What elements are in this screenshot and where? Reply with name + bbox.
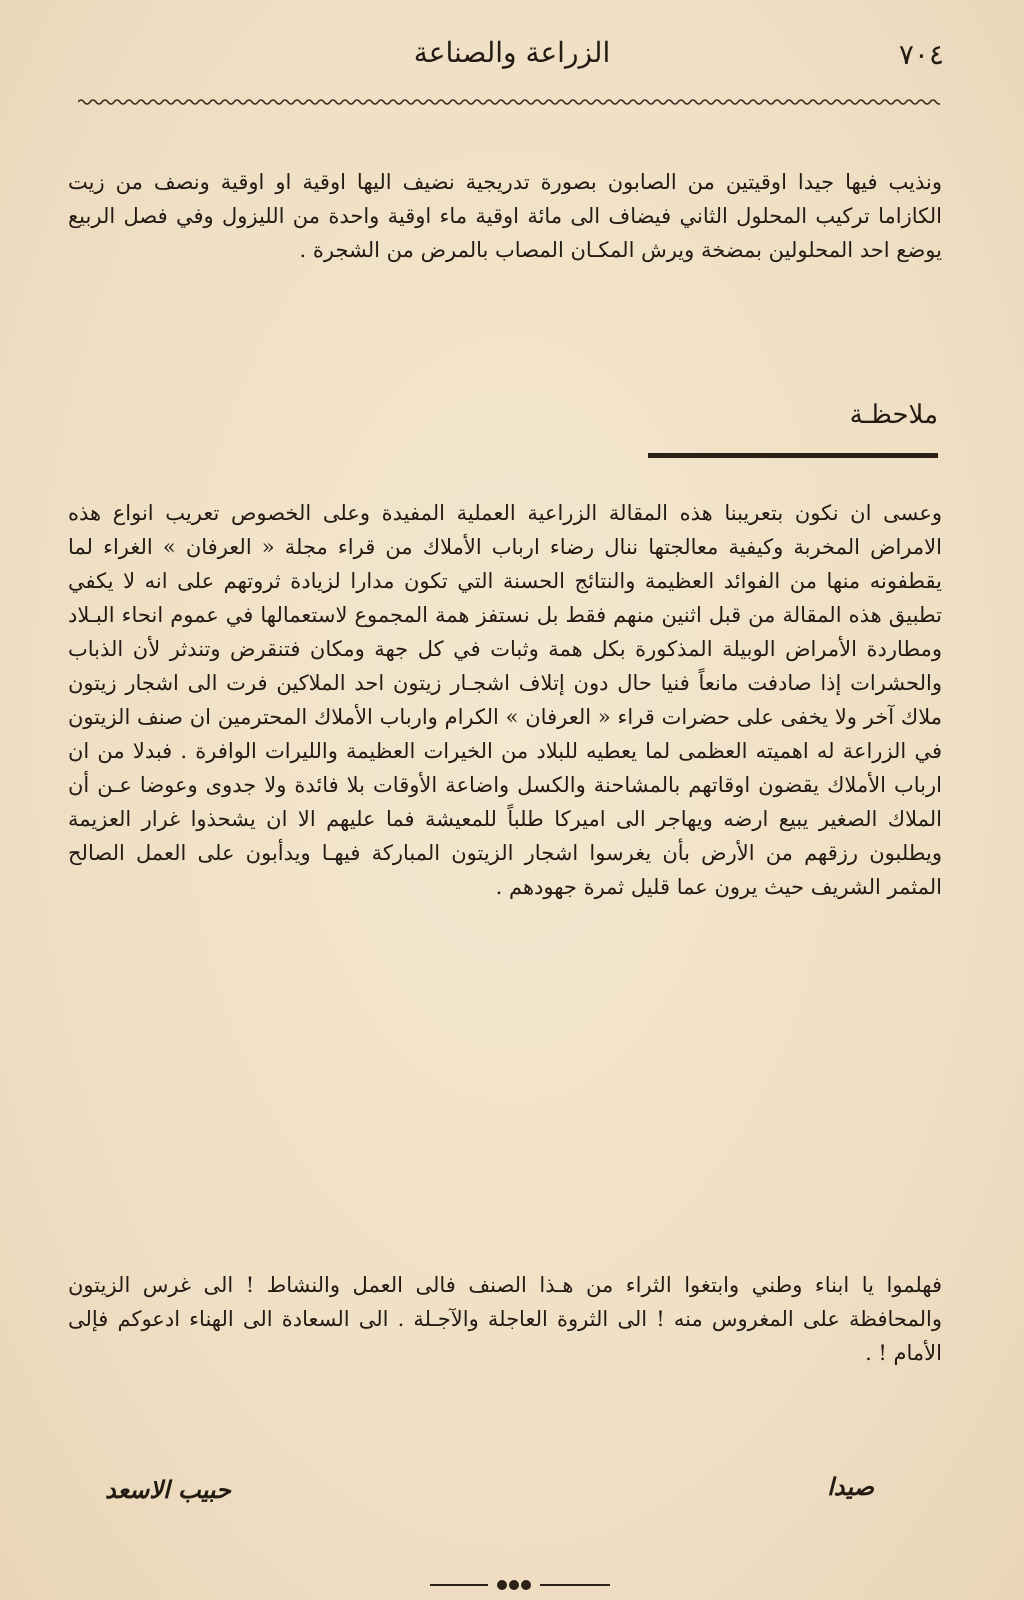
page-number: ٧٠٤ [898,38,944,71]
paragraph-2-text: وعسى ان نكون بتعريبنا هذه المقالة الزراعية العملية المفيدة وعلى الخصوص تعريب انواع هذه الامراض المخربة وكيفية معالجتها ننال رضاء ارباب الأملاك من قراء مجلة « العرفان » الغراء لما يقطفونه منها من الفوائد العظيمة والنتائج الحسنة التي تكون مدارا لزيادة ثروتهم على انه لا يكفي تطبيق هذه المقالة من قبل اثنين منهم فقط بل نستفز همة المجموع لاستعمالها في عموم انحاء البـلاد ومطاردة الأمراض الوبيلة المذكورة بكل همة وثبات في كل جهة ومكان فتنقرض وتندثر لأن الذباب والحشرات إذا صادفت مانعاً فنيا حال دون إتلاف اشجـار زيتون احد الملاكين فرت الى اشجار زيتون ملاك آخر ولا يخفى على حضرات قراء « العرفان » الكرام وارباب الأملاك المحترمين ان صنف الزيتون في الزراعة له اهميته العظمى لما يعطيه للبلاد من الخيرات العظيمة والليرات الوافرة . فبدلا من ان ارباب الأملاك يقضون اوقاتهم بالمشاحنة والكسل واضاعة الأوقات بلا فائدة ولا جدوى وعوضا عـن أن الملاك الصغير يبيع ارضه ويهاجر الى اميركا طلباً للمعيشة فما عليهم الا ان يشحذوا غرار العزيمة ويطلبون رزقهم من الأرض بأن يغرسوا اشجار الزيتون المباركة فيهـا ويدأبون على العمل الصالح المثمر الشريف حيث يرون عما قليل ثمرة جهودهم . [68,501,942,899]
paragraph-3-text: فهلموا يا ابناء وطني وابتغوا الثراء من هـذا الصنف فالى العمل والنشاط ! الى غرس الزيتون والمحافظة على المغروس منه ! الى الثروة العاجلة والآجـلة . الى السعادة الى الهناء ادعوكم فإلى الأمام ! . [68,1273,942,1365]
note-heading-underline [648,453,938,458]
note-heading: ملاحظـة [849,400,938,430]
paragraph-1-text: ونذيب فيها جيدا اوقيتين من الصابون بصورة تدريجية نضيف اليها اوقية او اوقية ونصف من زيت الكازاما تركيب المحلول الثاني فيضاف الى مائة اوقية ماء اوقية واحدة من الليزول وفي فصل الربيع يوضع احد المحلولين بمضخة ويرش المكـان المصاب بالمرض من الشجرة . [68,170,942,262]
paragraph-2 [68,496,942,904]
running-title: الزراعة والصناعة [413,36,611,69]
end-ornament [430,1578,610,1592]
signature-author: حبيب الاسعد [105,1475,231,1504]
page-header [80,30,944,86]
signature-place: صيدا [827,1472,874,1501]
paragraph-3 [68,1268,942,1370]
header-wavy-rule [78,96,940,108]
paragraph-1 [68,165,942,267]
